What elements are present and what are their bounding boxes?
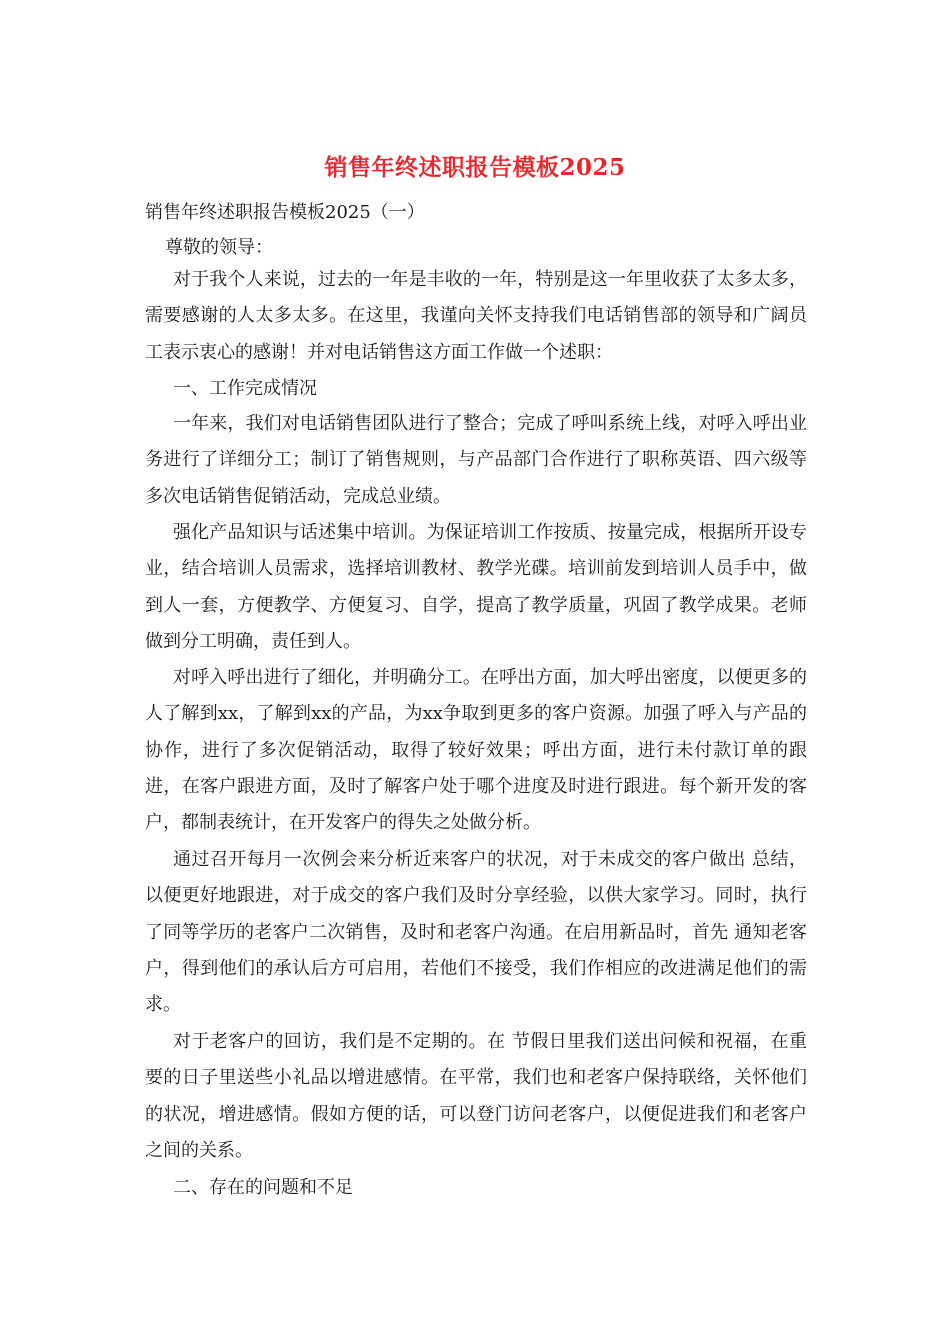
paragraph-intro: 对于我个人来说，过去的一年是丰收的一年，特别是这一年里收获了太多太多，需要感谢的人太多太多。在这里，我谨向关怀支持我们电话销售部的领导和广阔员工表示衷心的感谢！并对电话销售这方面工作做一个述职： bbox=[145, 269, 807, 363]
greeting: 尊敬的领导： bbox=[165, 237, 273, 258]
paragraph-work-3: 对呼入呼出进行了细化，并明确分工。在呼出方面，加大呼出密度，以便更多的人了解到xx，了解到xx的产品，为xx争取到更多的客户资源。加强了呼入与产品的协作，进行了多次促销活动，取得了较好效果；呼出方面，进行未付款订单的跟进，在客户跟进方面，及时了解客户处于哪个进度及时进行跟进。每个新开发的客户，都制表统计，在开发客户的得失之处做分析。 bbox=[145, 667, 807, 834]
paragraph-work-1: 一年来，我们对电话销售团队进行了整合；完成了呼叫系统上线，对呼入呼出业务进行了详细分工；制订了销售规则，与产品部门合作进行了职称英语、四六级等多次电话销售促销活动，完成总业绩。 bbox=[145, 413, 807, 507]
section-heading-2: 二、存在的问题和不足 bbox=[173, 1177, 353, 1198]
paragraph-work-2: 强化产品知识与话述集中培训。为保证培训工作按质、按量完成，根据所开设专业，结合培训人员需求，选择培训教材、教学光碟。培训前发到培训人员手中，做到人一套，方便教学、方便复习、自学，提高了教学质量，巩固了教学成果。老师做到分工明确，责任到人。 bbox=[145, 522, 807, 652]
document-subtitle: 销售年终述职报告模板2025（一） bbox=[145, 202, 425, 223]
paragraph-work-5: 对于老客户的回访，我们是不定期的。在 节假日里我们送出问候和祝福，在重要的日子里送些小礼品以增进感情。在平常，我们也和老客户保持联络，关怀他们的状况，增进感情。假如方便的话，可以登门访问老客户，以便促进我们和老客户之间的关系。 bbox=[145, 1031, 807, 1161]
document-title: 销售年终述职报告模板2025 bbox=[324, 154, 626, 181]
section-heading-1: 一、工作完成情况 bbox=[173, 378, 317, 399]
paragraph-work-4: 通过召开每月一次例会来分析近来客户的状况，对于未成交的客户做出 总结，以便更好地跟进，对于成交的客户我们及时分享经验，以供大家学习。同时，执行了同等学历的老客户二次销售，及时和老客户沟通。在启用新品时，首先 通知老客户，得到他们的承认后方可启用，若他们不接受，我们作相应的改进满足他们的需求。 bbox=[145, 849, 807, 1016]
